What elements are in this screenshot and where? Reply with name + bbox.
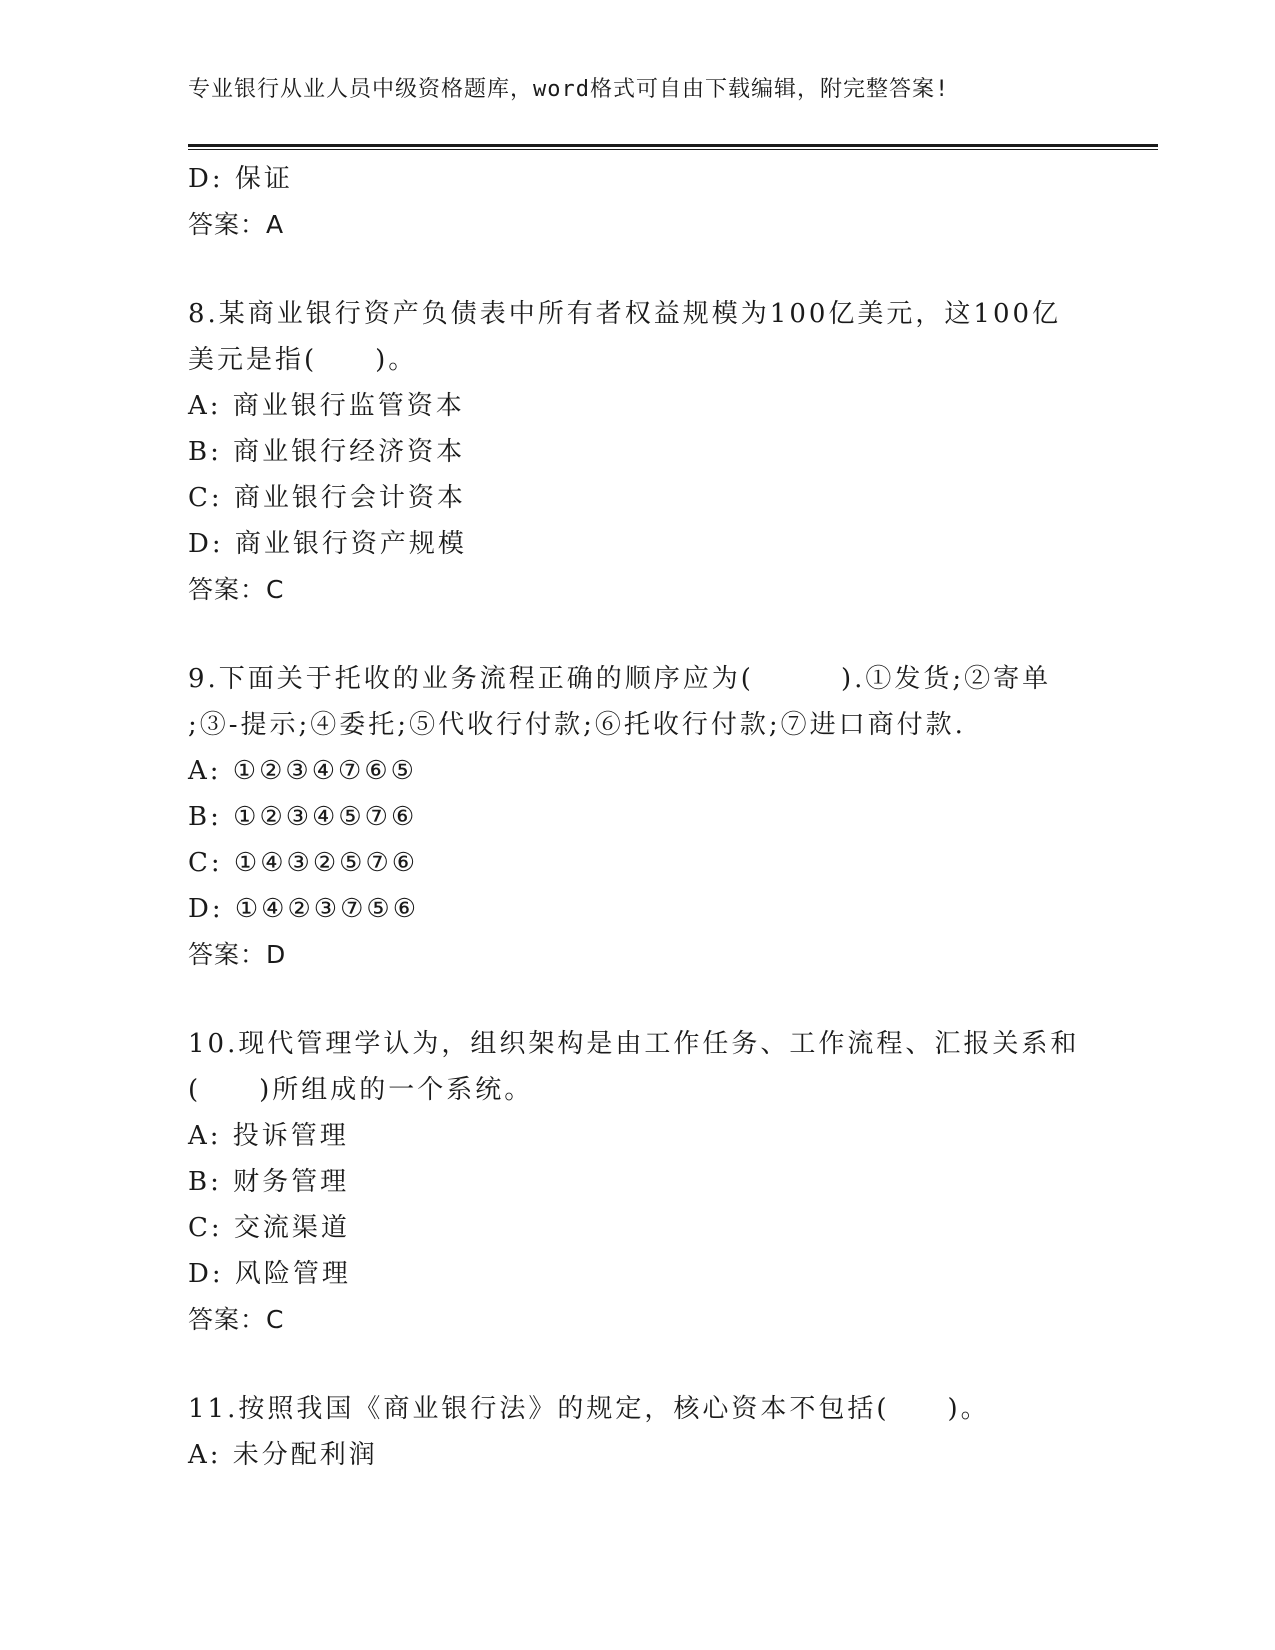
question-stem-line: 11.按照我国《商业银行法》的规定，核心资本不包括( )。: [188, 1394, 990, 1424]
option-b: B: ①②③④⑤⑦⑥: [188, 802, 418, 832]
option-a: A: 投诉管理: [188, 1121, 349, 1151]
spacer: [188, 613, 1158, 656]
question-10: [188, 1021, 1158, 1343]
question-stem-line: ( )所组成的一个系统。: [188, 1075, 534, 1105]
question-8: [188, 291, 1158, 613]
question-content: [188, 156, 1158, 1478]
option-c: C: ①④③②⑤⑦⑥: [188, 848, 419, 878]
question-stem-line: 美元是指( )。: [188, 345, 418, 375]
option-c: C: 商业银行会计资本: [188, 483, 466, 513]
option-d: D: 商业银行资产规模: [188, 529, 467, 559]
question-11: [188, 1386, 1158, 1478]
page-header: 专业银行从业人员中级资格题库，word格式可自由下载编辑，附完整答案!: [188, 77, 950, 102]
option-b: B: 商业银行经济资本: [188, 437, 466, 467]
option-b: B: 财务管理: [188, 1167, 350, 1197]
spacer: [188, 978, 1158, 1021]
answer: 答案：C: [188, 575, 285, 604]
option-d: D: ①④②③⑦⑤⑥: [188, 894, 420, 924]
option-d: D: 风险管理: [188, 1259, 351, 1289]
question-stem-line: 9.下面关于托收的业务流程正确的顺序应为( ).①发货;②寄单: [188, 664, 1052, 694]
option-a: A: ①②③④⑦⑥⑤: [188, 756, 417, 786]
answer: 答案：C: [188, 1305, 285, 1334]
option-c: C: 交流渠道: [188, 1213, 350, 1243]
option-a: A: 商业银行监管资本: [188, 391, 465, 421]
header-rule: [188, 144, 1158, 150]
question-9: [188, 656, 1158, 978]
prev-option-d: D: 保证: [188, 164, 293, 194]
spacer: [188, 248, 1158, 291]
question-stem-line: 8.某商业银行资产负债表中所有者权益规模为100亿美元，这100亿: [188, 299, 1062, 329]
prev-answer: 答案：A: [188, 210, 285, 239]
answer: 答案：D: [188, 940, 287, 969]
question-stem-line: ;③-提示;④委托;⑤代收行付款;⑥托收行付款;⑦进口商付款.: [188, 710, 966, 740]
option-a: A: 未分配利润: [188, 1440, 378, 1470]
question-stem-line: 10.现代管理学认为，组织架构是由工作任务、工作流程、汇报关系和: [188, 1029, 1080, 1059]
spacer: [188, 1343, 1158, 1386]
